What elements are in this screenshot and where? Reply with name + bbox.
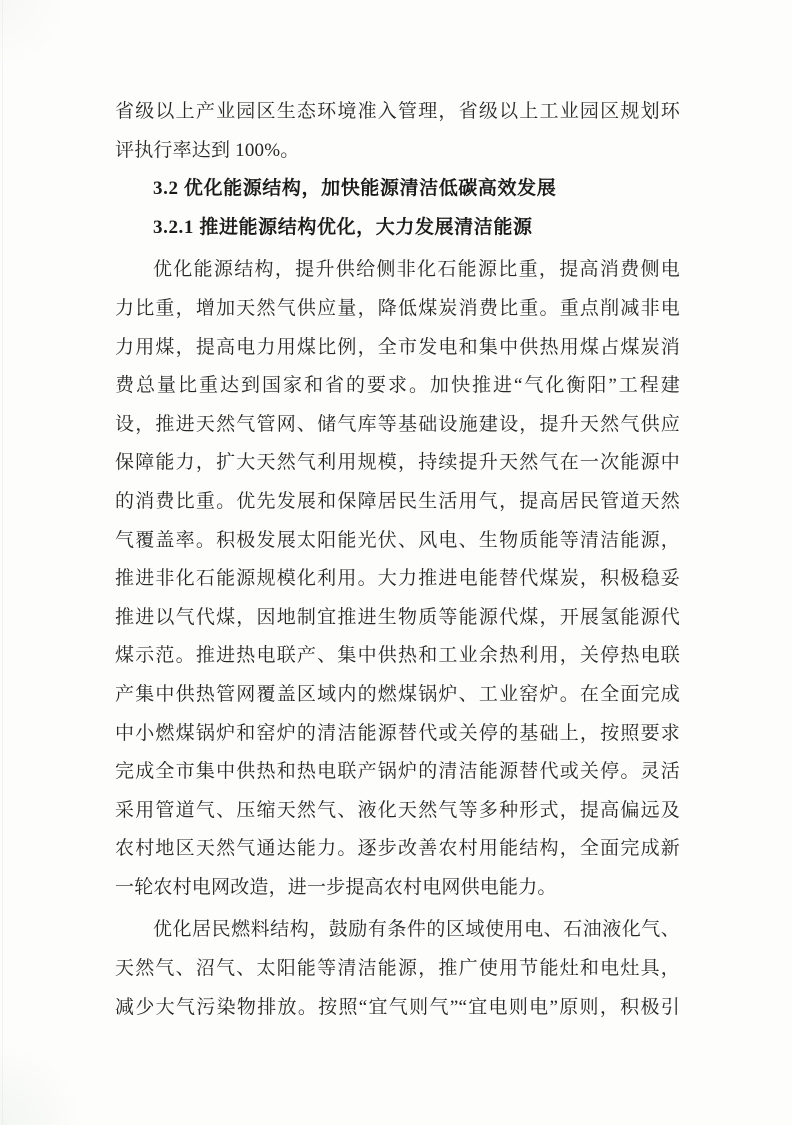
document-line: 优化能源结构，提升供给侧非化石能源比重，提高消费侧电 xyxy=(153,259,680,281)
document-line: 力比重，增加天然气供应量，降低煤炭消费比重。重点削减非电 xyxy=(115,297,680,319)
document-line: 减少大气污染物排放。按照“宜气则气”“宜电则电”原则，积极引 xyxy=(115,996,680,1018)
document-text-block xyxy=(115,93,680,1027)
document-line: 煤示范。推进热电联产、集中供热和工业余热利用，关停热电联 xyxy=(115,645,680,667)
document-line: 天然气、沼气、太阳能等清洁能源，推广使用节能灶和电灶具， xyxy=(115,958,680,980)
document-line: 的消费比重。优先发展和保障居民生活用气，提高居民管道天然 xyxy=(115,490,680,512)
document-line: 农村地区天然气通达能力。逐步改善农村用能结构，全面完成新 xyxy=(115,838,680,860)
document-line: 一轮农村电网改造，进一步提高农村电网供电能力。 xyxy=(115,876,557,898)
section-heading: 3.2 优化能源结构，加快能源清洁低碳高效发展 xyxy=(153,178,557,200)
section-heading: 3.2.1 推进能源结构优化，大力发展清洁能源 xyxy=(153,216,533,238)
document-line: 费总量比重达到国家和省的要求。加快推进“气化衡阳”工程建 xyxy=(115,375,680,397)
document-line: 省级以上产业园区生态环境准入管理，省级以上工业园区规划环 xyxy=(115,101,680,122)
document-line: 采用管道气、压缩天然气、液化天然气等多种形式，提高偏远及 xyxy=(115,799,680,821)
document-line: 完成全市集中供热和热电联产锅炉的清洁能源替代或关停。灵活 xyxy=(115,761,680,783)
document-line: 力用煤，提高电力用煤比例，全市发电和集中供热用煤占煤炭消 xyxy=(115,336,680,358)
document-line: 产集中供热管网覆盖区域内的燃煤锅炉、工业窑炉。在全面完成 xyxy=(115,683,680,705)
document-line: 评执行率达到 100%。 xyxy=(115,139,300,161)
document-line: 推进非化石能源规模化利用。大力推进电能替代煤炭，积极稳妥 xyxy=(115,568,680,590)
document-line: 优化居民燃料结构，鼓励有条件的区域使用电、石油液化气、 xyxy=(153,919,680,941)
document-line: 设，推进天然气管网、储气库等基础设施建设，提升天然气供应 xyxy=(115,413,680,435)
document-line: 气覆盖率。积极发展太阳能光伏、风电、生物质能等清洁能源， xyxy=(115,529,680,551)
document-line: 推进以气代煤，因地制宜推进生物质等能源代煤，开展氢能源代 xyxy=(115,606,680,628)
document-line: 中小燃煤锅炉和窑炉的清洁能源替代或关停的基础上，按照要求 xyxy=(115,722,680,744)
scan-edge-line xyxy=(2,0,3,1125)
document-line: 保障能力，扩大天然气利用规模，持续提升天然气在一次能源中 xyxy=(115,452,680,474)
